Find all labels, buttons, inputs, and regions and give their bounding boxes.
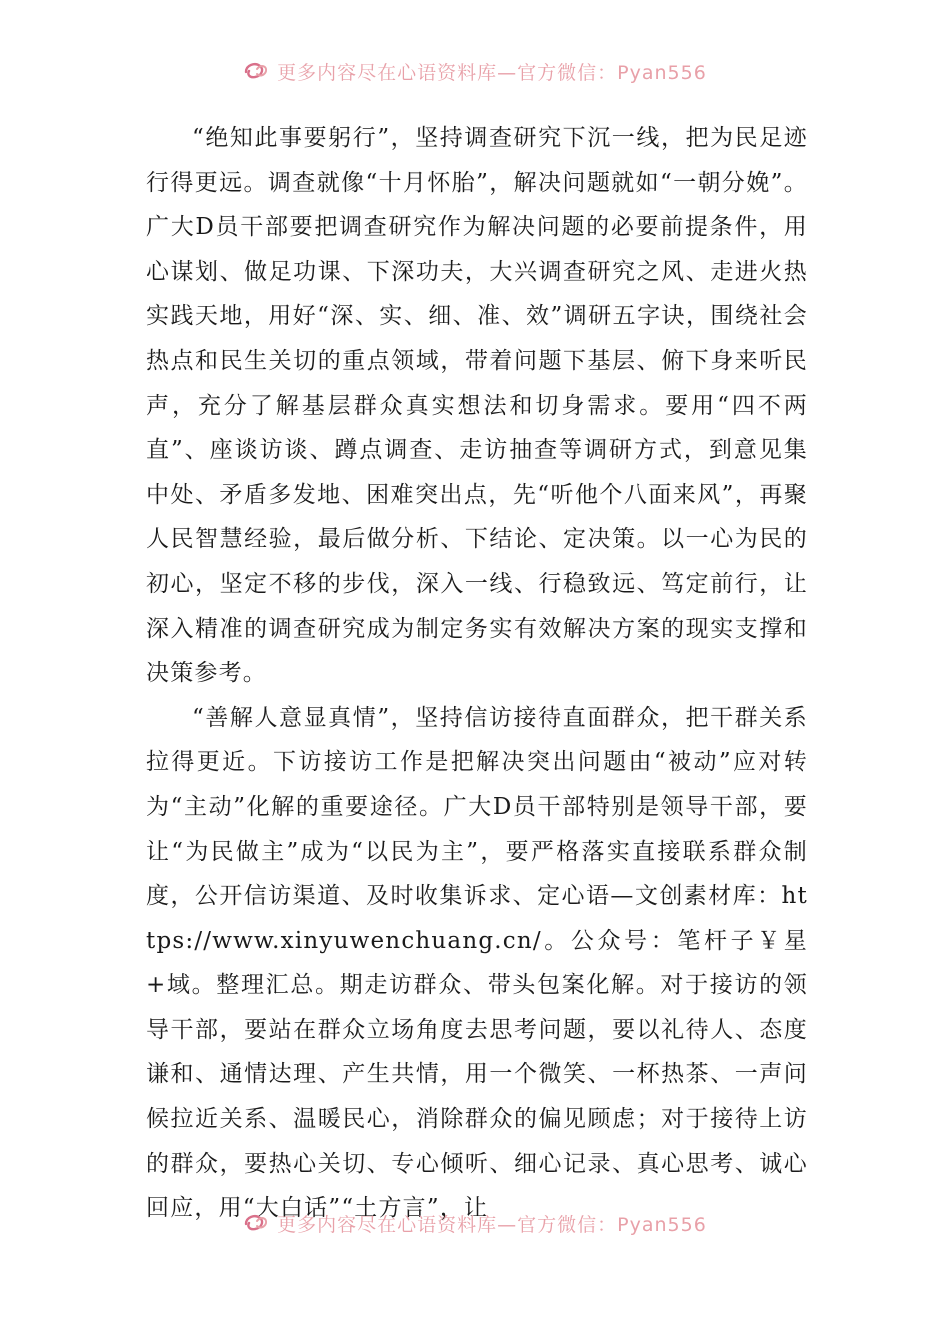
watermark-banner-top [0,56,950,86]
watermark-text: 更多内容尽在心语资料库—官方微信：Pyan556 [277,1213,707,1236]
paragraph: “绝知此事要躬行”，坚持调查研究下沉一线，把为民足迹行得更远。调查就像“十月怀胎”，解决问题就如“一朝分娩”。广大D员干部要把调查研究作为解决问题的必要前提条件，用心谋划、做足功课、下深功夫，大兴调查研究之风、走进火热实践天地，用好“深、实、细、准、效”调研五字诀，围绕社会热点和民生关切的重点领域，带着问题下基层、俯下身来听民声，充分了解基层群众真实想法和切身需求。要用“四不两直”、座谈访谈、蹲点调查、走访抽查等调研方式，到意见集中处、矛盾多发地、困难突出点，先“听他个八面来风”，再聚人民智慧经验，最后做分析、下结论、定决策。以一心为民的初心，坚定不移的步伐，深入一线、行稳致远、笃定前行，让深入精准的调查研究成为制定务实有效解决方案的现实支撑和决策参考。 [146,125,808,687]
watermark-banner-bottom [0,1208,950,1238]
paragraph: “善解人意显真情”，坚持信访接待直面群众，把干群关系拉得更近。下访接访工作是把解决突出问题由“被动”应对转为“主动”化解的重要途径。广大D员干部特别是领导干部，要让“为民做主”成为“以民为主”，要严格落实直接联系群众制度，公开信访渠道、及时收集诉求、定心语—文创素材库：https://www.xinyuwenchuang.cn/。公众号：笔杆子￥星+域。整理汇总。期走访群众、带头包案化解。对于接访的领导干部，要站在群众立场角度去思考问题，要以礼待人、态度谦和、通情达理、产生共情，用一个微笑、一杯热茶、一声问候拉近关系、温暖民心，消除群众的偏见顾虑；对于接待上访的群众，要热心关切、专心倾听、细心记录、真心思考、诚心回应，用“大白话”“土方言”，让 [146,704,808,1222]
watermark-text: 更多内容尽在心语资料库—官方微信：Pyan556 [277,61,707,84]
logo-icon [243,1212,269,1234]
document-body [146,116,808,1231]
logo-icon [243,60,269,82]
